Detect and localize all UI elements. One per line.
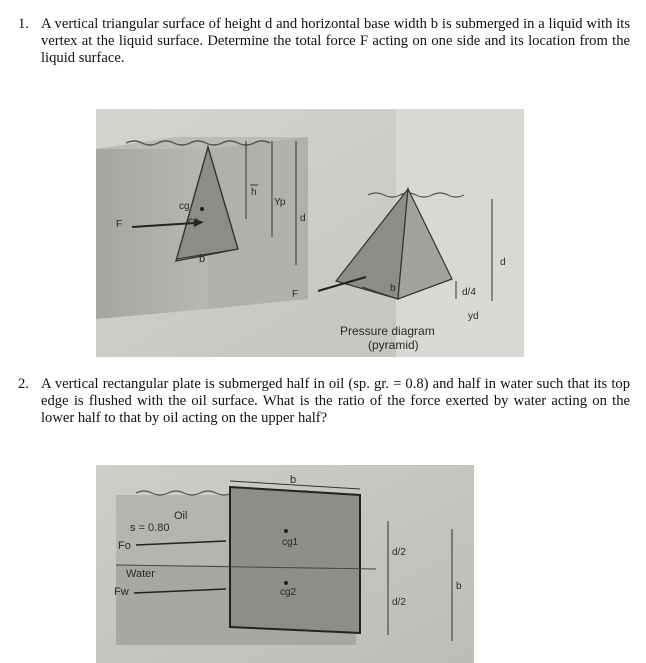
- question-1-number: 1.: [18, 16, 29, 32]
- cg2-point: [284, 581, 288, 585]
- question-2-text: A vertical rectangular plate is submerged half in oil (sp. gr. = 0.8) and half in water such that its top edge is flushed with the oil surface. What is the ratio of the force exerted by water acting on the lower half to that by oil acting on the upper half?: [41, 376, 630, 426]
- label-F-right: F: [292, 289, 299, 300]
- label-sg: s = 0.80: [130, 522, 170, 534]
- label-d-half-2: d/2: [392, 597, 406, 608]
- label-d-left: d: [300, 213, 306, 224]
- figure-rectangular-plate: [96, 465, 474, 663]
- label-cg1: cg1: [282, 537, 299, 548]
- label-F-left: F: [116, 219, 123, 230]
- label-water: Water: [126, 568, 155, 580]
- label-fo: Fo: [118, 540, 131, 552]
- label-b-top: b: [290, 474, 297, 486]
- label-b-left: b: [199, 253, 206, 265]
- question-1: [18, 16, 630, 67]
- label-b-right: b: [390, 283, 396, 294]
- cg1-point: [284, 529, 288, 533]
- question-2-number: 2.: [18, 376, 29, 392]
- label-cg: cg: [179, 201, 190, 212]
- label-fw: Fw: [114, 586, 129, 598]
- question-2: [18, 376, 630, 427]
- label-oil: Oil: [174, 510, 188, 522]
- label-cg2: cg2: [280, 587, 297, 598]
- label-b-right-2: b: [456, 581, 462, 592]
- label-d4: d/4: [462, 287, 476, 298]
- label-cp: cp: [188, 216, 199, 227]
- label-yp: Yp: [274, 197, 286, 208]
- question-1-text: A vertical triangular surface of height d and horizontal base width b is submerged in a liquid with its vertex at the liquid surface. Determine the total force F acting on one side and its location from the liquid surface.: [41, 16, 630, 66]
- figure-1-drawing: [96, 109, 524, 357]
- label-d-right: d: [500, 257, 506, 268]
- cg-point: [200, 207, 204, 211]
- figure-triangle-pressure: [96, 109, 524, 357]
- label-d-half-1: d/2: [392, 547, 406, 558]
- figure-2-drawing: [96, 465, 474, 663]
- caption-line-1: Pressure diagram: [340, 324, 435, 338]
- caption-line-2: (pyramid): [368, 338, 419, 352]
- label-yd: yd: [468, 311, 479, 322]
- rectangular-plate: [230, 487, 360, 633]
- label-h-bar: h: [251, 187, 257, 198]
